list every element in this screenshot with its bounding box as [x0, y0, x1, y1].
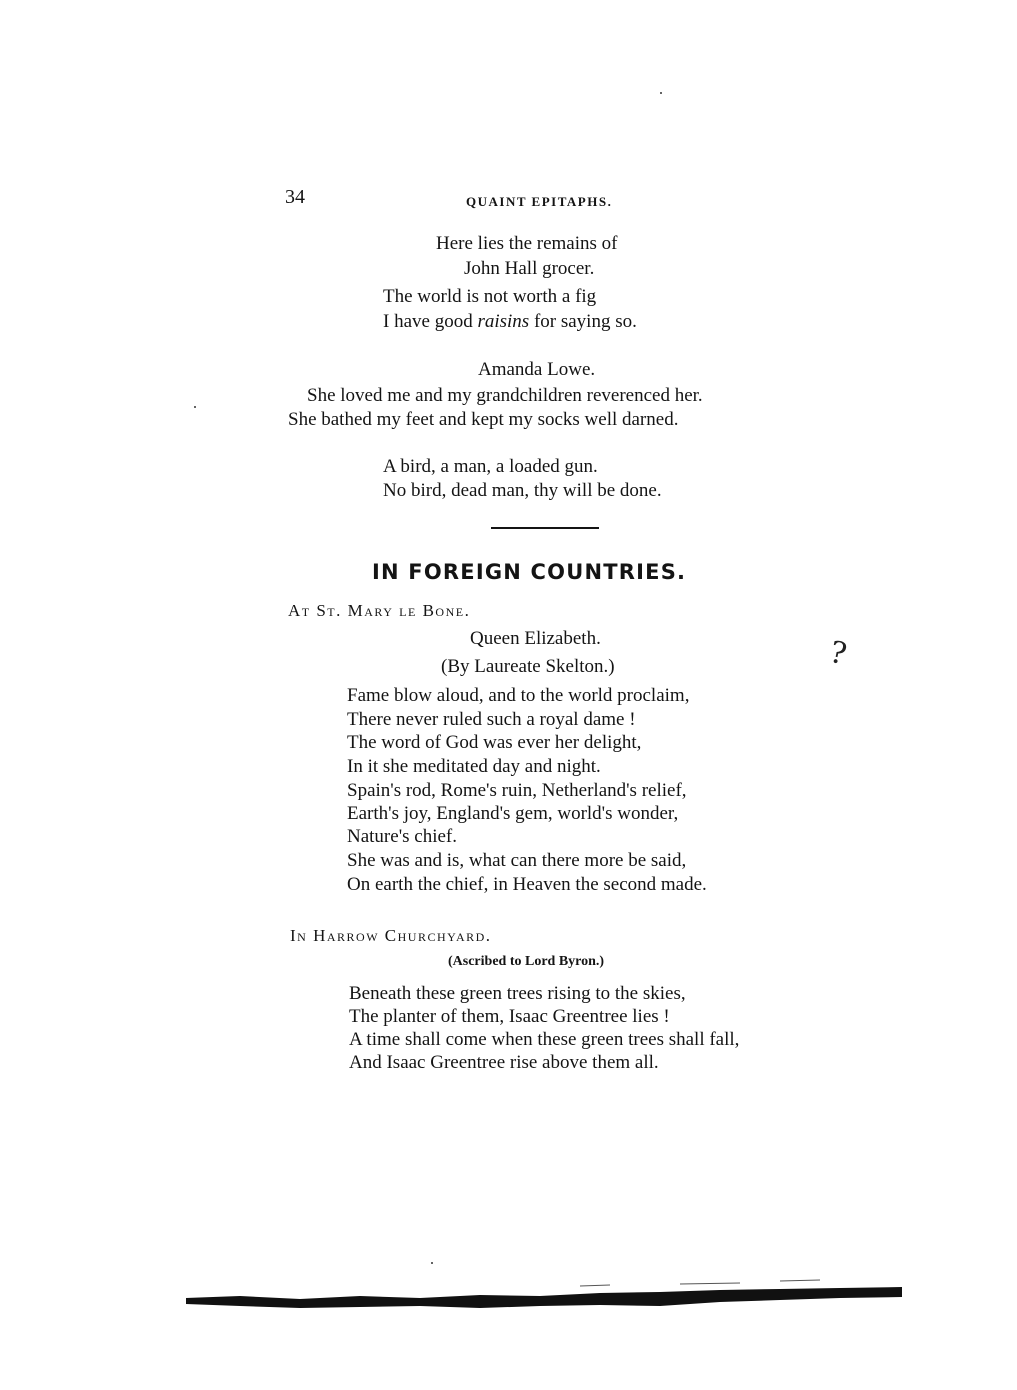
verse-line: Here lies the remains of — [436, 233, 618, 254]
running-title: QUAINT EPITAPHS. — [466, 194, 613, 209]
verse-line: Earth's joy, England's gem, world's wonder, — [347, 803, 679, 824]
verse-line: No bird, dead man, thy will be done. — [383, 480, 662, 501]
section-heading: IN FOREIGN COUNTRIES. — [372, 560, 687, 584]
verse-line: Nature's chief. — [347, 826, 457, 847]
verse-line: The planter of them, Isaac Greentree lies ! — [349, 1006, 670, 1027]
verse-text: I have good — [383, 311, 478, 332]
verse-line: John Hall grocer. — [464, 258, 595, 279]
verse-line: The world is not worth a fig — [383, 286, 597, 307]
page-number: 34 — [285, 186, 305, 208]
epitaph-attribution: (Ascribed to Lord Byron.) — [448, 954, 605, 969]
verse-line: She loved me and my grandchildren reverenced her. — [307, 385, 703, 406]
verse-line: In it she meditated day and night. — [347, 756, 601, 777]
margin-question-mark: ? — [826, 634, 850, 673]
verse-line: Beneath these green trees rising to the skies, — [349, 983, 686, 1004]
verse-line-last — [383, 312, 637, 331]
verse-line: Spain's rod, Rome's ruin, Netherland's relief, — [347, 780, 687, 801]
verse-line: A time shall come when these green trees shall fall, — [349, 1029, 740, 1050]
verse-line: There never ruled such a royal dame ! — [347, 709, 636, 730]
scan-speck — [194, 406, 196, 408]
scan-speck — [431, 1262, 433, 1264]
verse-line: Fame blow aloud, and to the world proclaim, — [347, 685, 690, 706]
epitaph-attribution: (By Laureate Skelton.) — [441, 656, 615, 677]
verse-line: And Isaac Greentree rise above them all. — [349, 1052, 659, 1073]
verse-line: She bathed my feet and kept my socks well darned. — [288, 409, 679, 430]
scan-edge-artifact — [180, 1276, 910, 1316]
verse-line: A bird, a man, a loaded gun. — [383, 456, 598, 477]
verse-text: for saying so. — [529, 311, 637, 332]
verse-italic-word: raisins — [477, 311, 530, 332]
section-divider — [491, 527, 599, 529]
location-heading: In Harrow Churchyard. — [290, 926, 492, 945]
verse-line: On earth the chief, in Heaven the second made. — [347, 874, 707, 895]
scan-speck — [660, 92, 662, 94]
verse-line: She was and is, what can there more be said, — [347, 850, 687, 871]
location-heading: At St. Mary le Bone. — [288, 601, 471, 620]
epitaph-title: Amanda Lowe. — [478, 359, 596, 380]
verse-line: The word of God was ever her delight, — [347, 732, 642, 753]
epitaph-subject: Queen Elizabeth. — [470, 628, 601, 649]
